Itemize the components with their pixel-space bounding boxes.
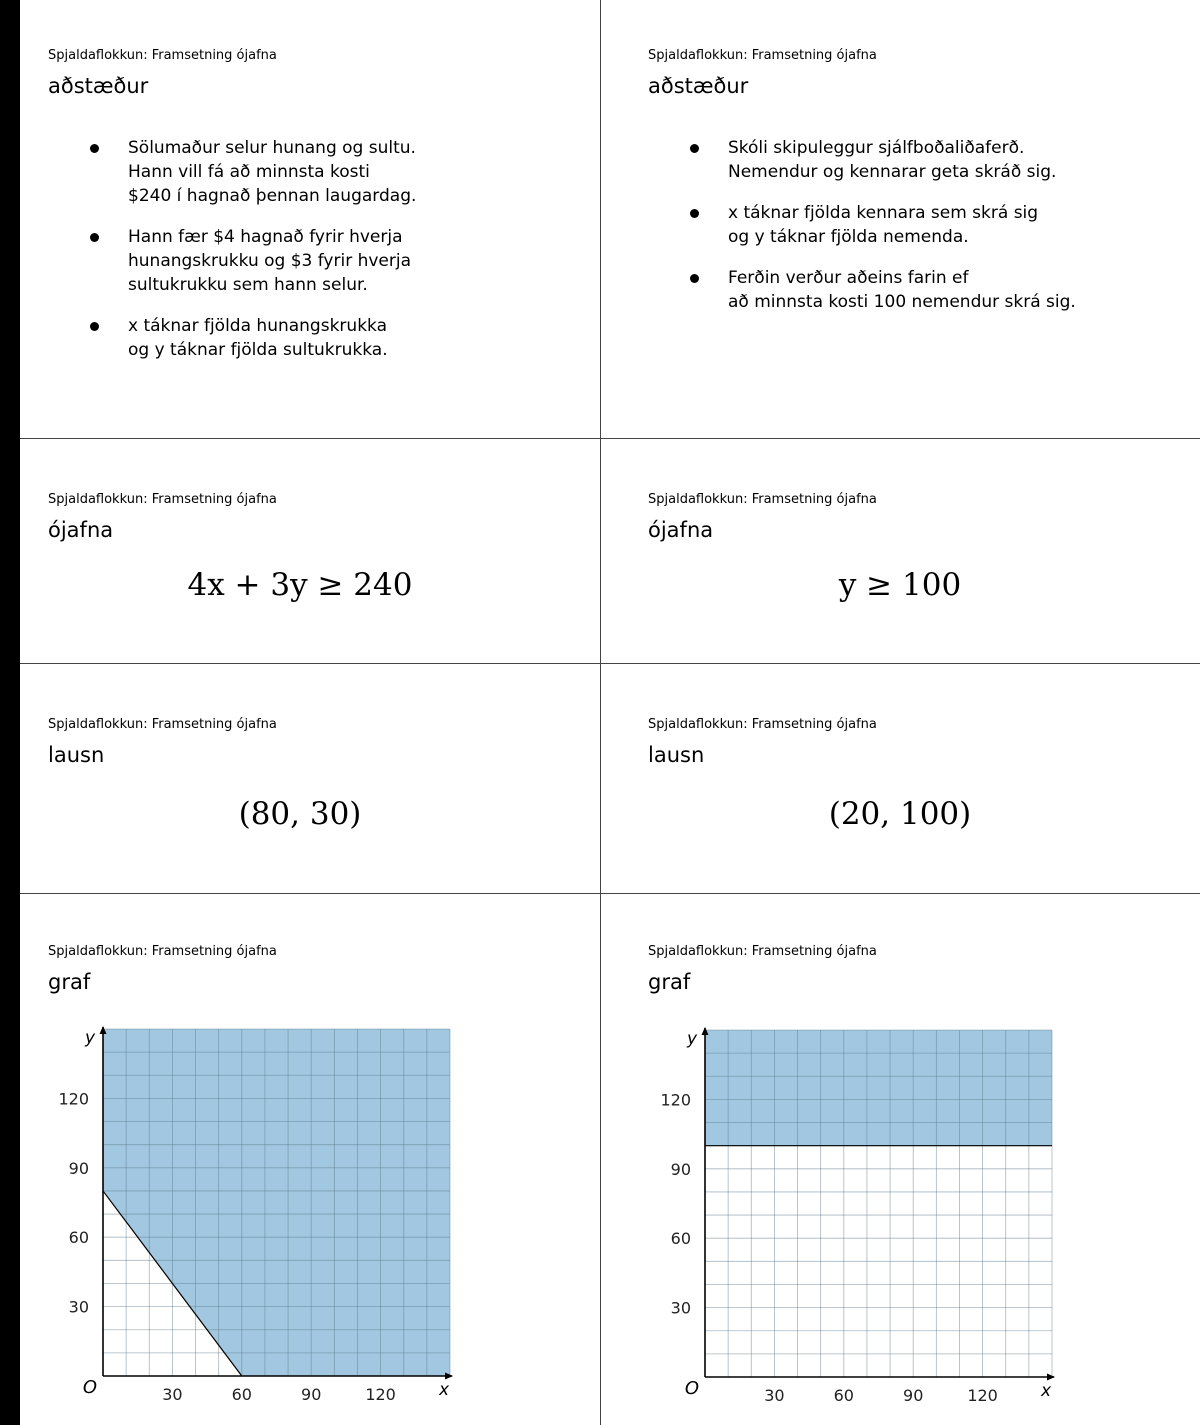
y-tick-label: 90 — [68, 1158, 89, 1178]
x-tick-label: 90 — [903, 1386, 924, 1405]
card-graph-right[interactable] — [601, 894, 1200, 1425]
card-header: Spjaldaflokkun: Framsetning ójafna — [648, 944, 877, 959]
origin-label: O — [82, 1377, 98, 1398]
y-tick-label: 30 — [68, 1297, 89, 1317]
x-tick-label: 120 — [967, 1386, 998, 1405]
card-header: Spjaldaflokkun: Framsetning ójafna — [648, 492, 877, 507]
card-title: graf — [648, 970, 691, 994]
list-item: Ferðin verður aðeins farin ef að minnsta kosti 100 nemendur skrá sig. — [690, 266, 1190, 314]
card-solution-right[interactable] — [601, 664, 1200, 893]
x-tick-label: 60 — [231, 1385, 252, 1404]
x-tick-label: 30 — [162, 1385, 183, 1404]
card-header: Spjaldaflokkun: Framsetning ójafna — [648, 717, 877, 732]
card-inequality-left[interactable] — [20, 439, 600, 663]
card-title: ójafna — [48, 518, 114, 542]
card-solution-left[interactable] — [20, 664, 600, 893]
card-header: Spjaldaflokkun: Framsetning ójafna — [48, 48, 277, 63]
solution-point: (80, 30) — [238, 796, 362, 832]
card-title: graf — [48, 970, 91, 994]
inequality-expression: 4x + 3y ≥ 240 — [187, 567, 413, 603]
situation-list — [690, 136, 1190, 331]
y-tick-label: 60 — [670, 1229, 691, 1249]
card-header: Spjaldaflokkun: Framsetning ójafna — [48, 717, 277, 732]
left-edge-bar — [0, 0, 20, 1425]
y-tick-label: 120 — [660, 1090, 691, 1110]
y-axis-label: y — [84, 1028, 96, 1048]
list-item: x táknar fjölda hunangskrukka og y táknar fjölda sultukrukka. — [90, 314, 590, 362]
card-graph-left[interactable] — [20, 894, 600, 1425]
x-tick-label: 120 — [365, 1385, 396, 1404]
card-situation-left[interactable] — [20, 0, 600, 438]
x-axis-label: x — [1040, 1381, 1052, 1401]
solution-point: (20, 100) — [828, 796, 972, 832]
list-item: Sölumaður selur hunang og sultu. Hann vill fá að minnsta kosti $240 í hagnað þennan laugardag. — [90, 136, 590, 208]
x-tick-label: 30 — [764, 1386, 785, 1405]
card-header: Spjaldaflokkun: Framsetning ójafna — [648, 48, 877, 63]
card-title: lausn — [648, 743, 705, 767]
y-tick-label: 60 — [68, 1228, 89, 1248]
card-title: aðstæður — [48, 74, 149, 98]
list-item: x táknar fjölda kennara sem skrá sig og y táknar fjölda nemenda. — [690, 201, 1190, 249]
card-title: ójafna — [648, 518, 714, 542]
list-item: Skóli skipuleggur sjálfboðaliðaferð. Nemendur og kennarar geta skráð sig. — [690, 136, 1190, 184]
y-tick-label: 120 — [58, 1089, 89, 1109]
x-tick-label: 60 — [833, 1386, 854, 1405]
card-header: Spjaldaflokkun: Framsetning ójafna — [48, 944, 277, 959]
x-axis-label: x — [438, 1380, 450, 1400]
origin-label: O — [684, 1378, 700, 1399]
card-title: lausn — [48, 743, 105, 767]
card-header: Spjaldaflokkun: Framsetning ójafna — [48, 492, 277, 507]
list-item: Hann fær $4 hagnað fyrir hverja hunangskrukku og $3 fyrir hverja sultukrukku sem hann selur. — [90, 225, 590, 297]
y-axis-label: y — [686, 1029, 698, 1049]
y-tick-label: 90 — [670, 1159, 691, 1179]
card-situation-right[interactable] — [601, 0, 1200, 438]
x-tick-label: 90 — [301, 1385, 322, 1404]
card-inequality-right[interactable] — [601, 439, 1200, 663]
situation-list — [90, 136, 590, 379]
card-title: aðstæður — [648, 74, 749, 98]
y-tick-label: 30 — [670, 1298, 691, 1318]
inequality-expression: y ≥ 100 — [838, 567, 962, 603]
